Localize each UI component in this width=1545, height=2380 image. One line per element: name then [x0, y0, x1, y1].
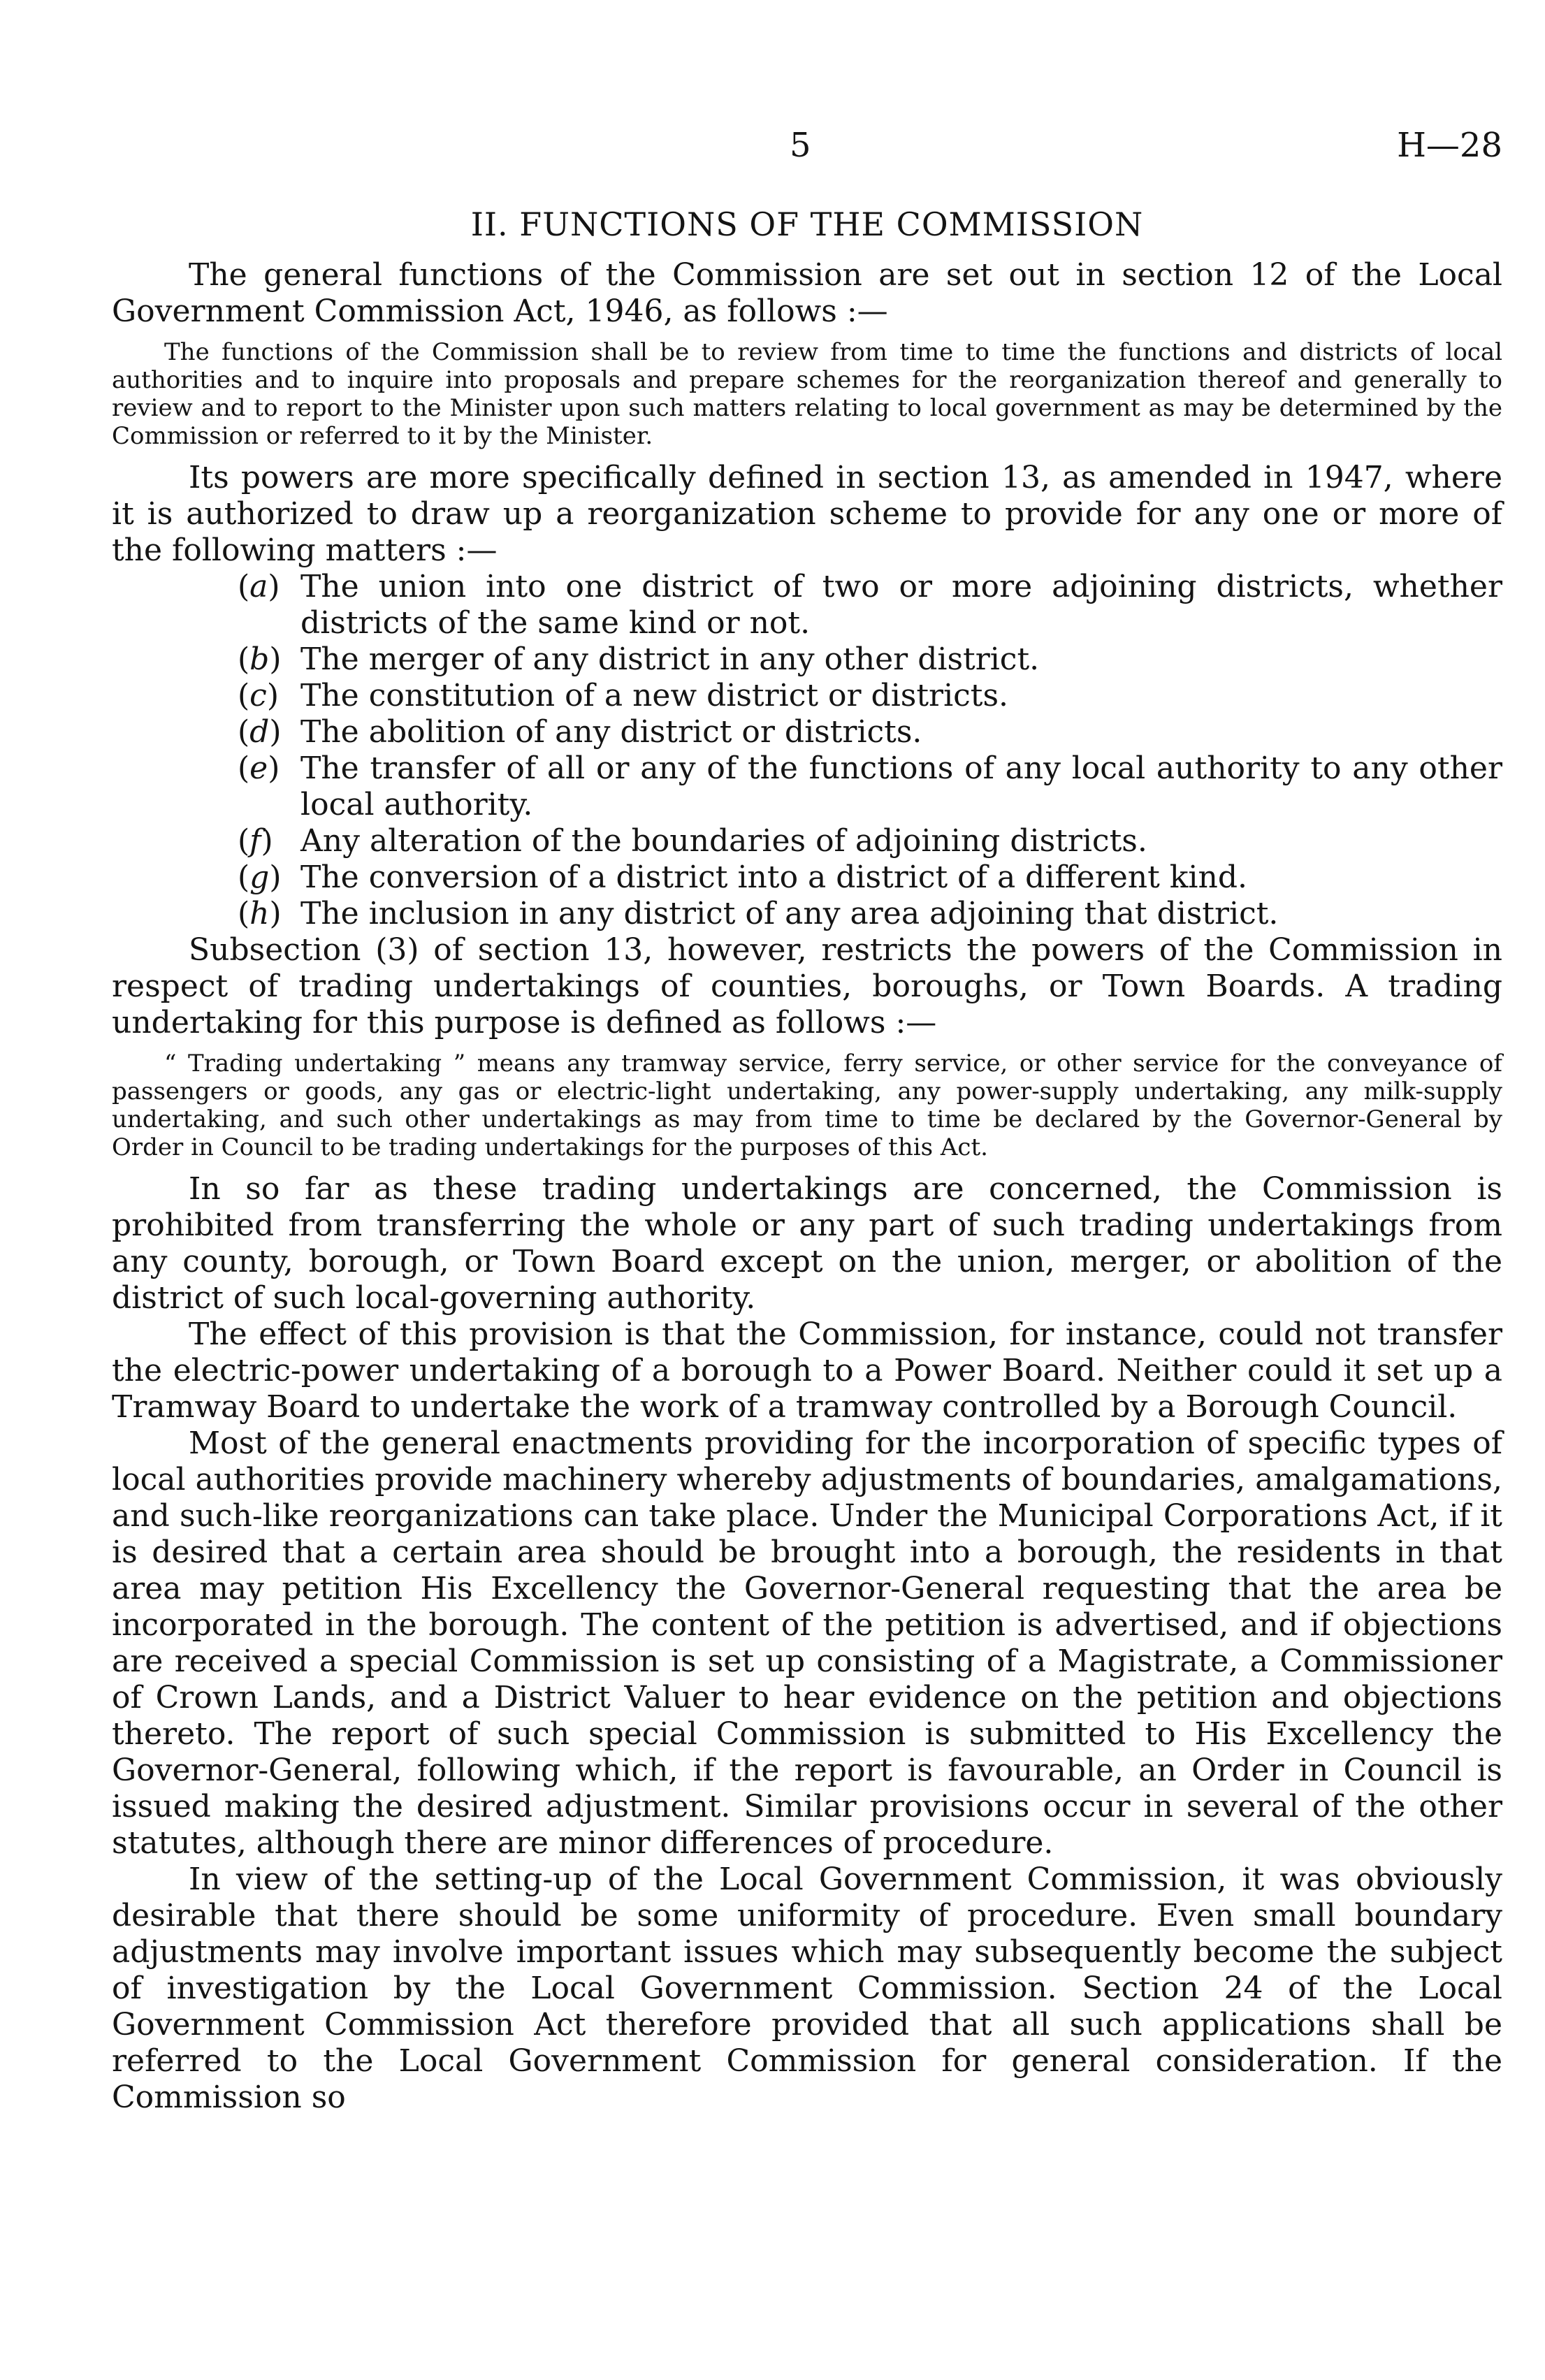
inview-paragraph: In view of the setting-up of the Local Government Commission, it was obviously desirable that there should be some uniformity of procedure. Even small boundary adjustments may involve important issues which may subsequently become the subject of investigation by the Local Government Commission. Section 24 of the Local Government Commission Act therefore provided that all such applications shall be referred to the Local Government Commission for general consideration. If the Commission so: [112, 1862, 1502, 2115]
page-number: 5: [790, 126, 811, 165]
list-item: (g) The conversion of a district into a district of a different kind.: [238, 859, 1247, 895]
document-reference: H—28: [1397, 126, 1502, 165]
item-label: g: [249, 859, 270, 895]
list-item: (e) The transfer of all or any of the functions of any local authority to any other local authority.: [238, 750, 1502, 822]
list-item: (c) The constitution of a new district or districts.: [238, 678, 1009, 713]
list-item: (f) Any alteration of the boundaries of adjoining districts.: [238, 823, 1147, 859]
item-text: The merger of any district in any other district.: [300, 641, 1040, 677]
item-text: The union into one district of two or more adjoining districts, whether districts of the same kind or not.: [300, 569, 1502, 641]
item-label: c: [249, 678, 267, 713]
item-label: e: [249, 750, 268, 786]
item-text: The transfer of all or any of the functions of any local authority to any other local authority.: [300, 750, 1502, 822]
item-text: The conversion of a district into a district of a different kind.: [300, 859, 1247, 895]
trading-definition-quote: “ Trading undertaking ” means any tramway service, ferry service, or other service for the conveyance of passengers or goods, any gas or electric-light undertaking, any power-supply undertaking, any milk-supply undertaking, and such other undertakings as may from time to time be declared by the Governor-General by Order in Council to be trading undertakings for the purposes of this Act.: [112, 1050, 1502, 1161]
enactments-paragraph: Most of the general enactments providing for the incorporation of specific types of local authorities provide machinery whereby adjustments of boundaries, amalgamations, and such-like reorganizations can take place. Under the Municipal Corporations Act, if it is desired that a certain area should be brought into a borough, the residents in that area may petition His Excellency the Governor-General requesting that the area be incorporated in the borough. The content of the petition is advertised, and if objections are received a special Commission is set up consisting of a Magistrate, a Commissioner of Crown Lands, and a District Valuer to hear evidence on the petition and objections thereto. The report of such special Commission is submitted to His Excellency the Governor-General, following which, if the report is favourable, an Order in Council is issued making the desired adjustment. Similar provisions occur in several of the other statutes, although there are minor differences of procedure.: [112, 1425, 1502, 1861]
item-label: f: [249, 823, 261, 859]
item-text: The inclusion in any district of any area adjoining that district.: [300, 896, 1279, 931]
item-label: h: [249, 896, 270, 931]
matters-list: [112, 569, 1502, 932]
item-label: a: [249, 569, 268, 604]
section-heading: II. FUNCTIONS OF THE COMMISSION: [470, 205, 1144, 243]
document-page: [112, 126, 1502, 2116]
item-text: The abolition of any district or districts.: [300, 714, 922, 750]
functions-quote: The functions of the Commission shall be to review from time to time the functions and districts of local authorities and to inquire into proposals and prepare schemes for the reorganization thereof and generally to review and to report to the Minister upon such matters relating to local government as may be determined by the Commission or referred to it by the Minister.: [112, 338, 1502, 450]
list-item: (a) The union into one district of two or more adjoining districts, whether districts of the same kind or not.: [238, 569, 1502, 641]
powers-paragraph: Its powers are more specifically defined in section 13, as amended in 1947, where it is authorized to draw up a reorganization scheme to provide for any one or more of the following matters :—: [112, 460, 1502, 568]
page-header: [112, 126, 1502, 182]
item-label: d: [249, 714, 270, 750]
list-item: (h) The inclusion in any district of any area adjoining that district.: [238, 896, 1279, 931]
effect-paragraph: The effect of this provision is that the Commission, for instance, could not transfer the electric-power undertaking of a borough to a Power Board. Neither could it set up a Tramway Board to undertake the work of a tramway controlled by a Borough Council.: [112, 1316, 1502, 1425]
insofar-paragraph: In so far as these trading undertakings are concerned, the Commission is prohibited from transferring the whole or any part of such trading undertakings from any county, borough, or Town Board except on the union, merger, or abolition of the district of such local-governing authority.: [112, 1171, 1502, 1316]
intro-paragraph: The general functions of the Commission are set out in section 12 of the Local Government Commission Act, 1946, as follows :—: [112, 257, 1502, 329]
item-text: Any alteration of the boundaries of adjoining districts.: [300, 823, 1147, 859]
list-item: (b) The merger of any district in any other district.: [238, 641, 1040, 677]
item-label: b: [249, 641, 270, 677]
item-text: The constitution of a new district or districts.: [300, 678, 1009, 713]
list-item: (d) The abolition of any district or districts.: [238, 714, 922, 750]
subsection-paragraph: Subsection (3) of section 13, however, restricts the powers of the Commission in respect of trading undertakings of counties, boroughs, or Town Boards. A trading undertaking for this purpose is defined as follows :—: [112, 932, 1502, 1040]
